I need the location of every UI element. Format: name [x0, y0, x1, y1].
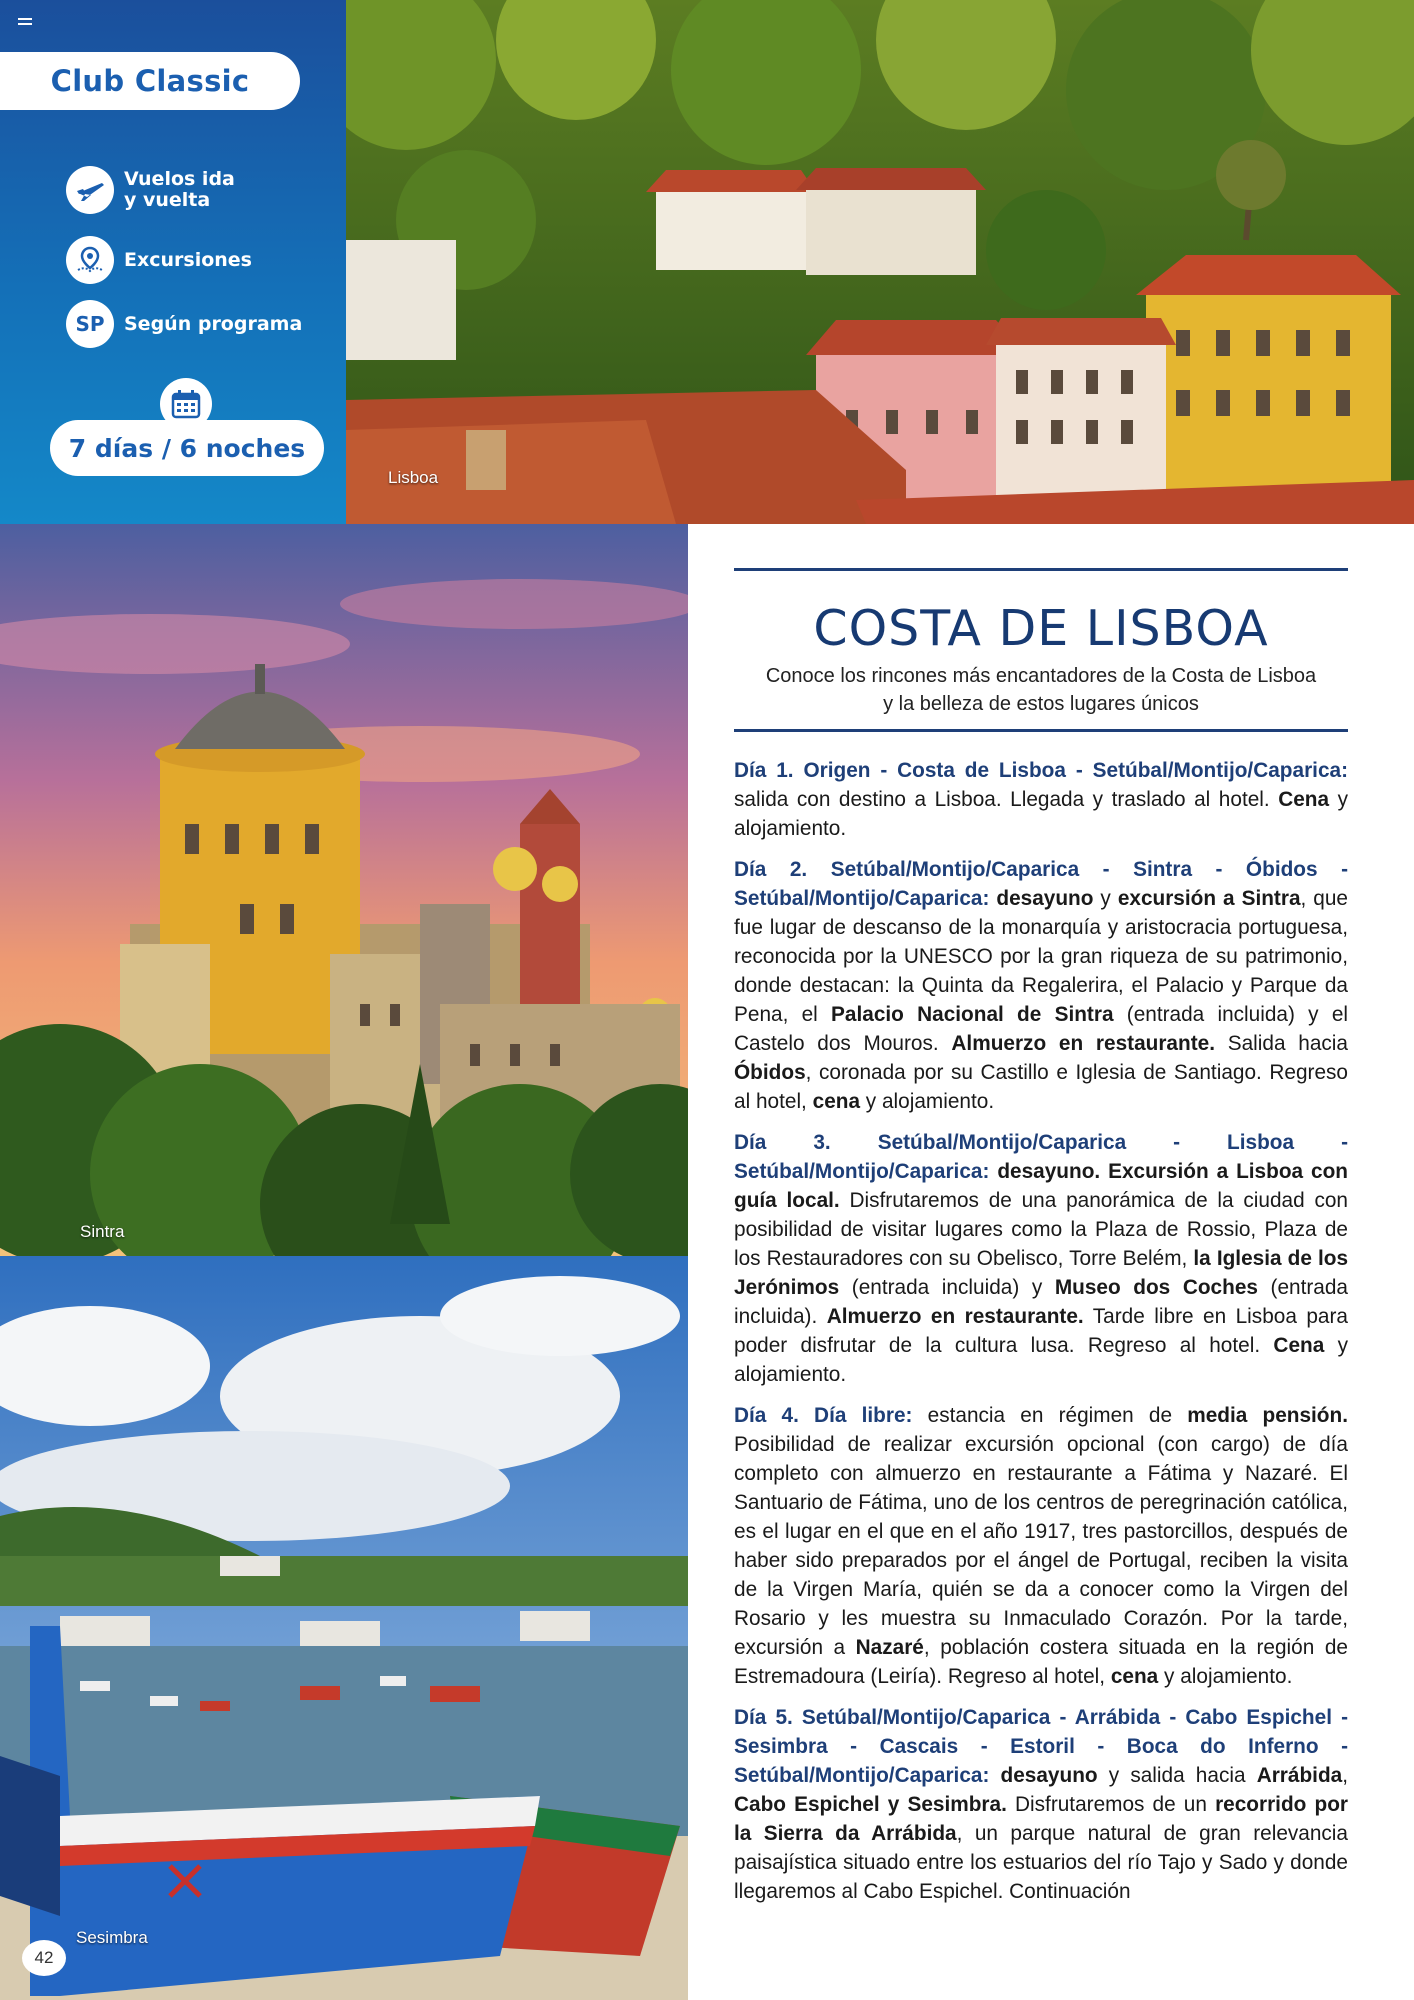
- highlight-text: Almuerzo en restaurante.: [951, 1032, 1215, 1055]
- trip-info-panel: [0, 0, 346, 524]
- highlight-text: Óbidos: [734, 1061, 806, 1084]
- page-subtitle: [734, 662, 1348, 718]
- body-text: ,: [1342, 1764, 1348, 1787]
- sesimbra-caption: Sesimbra: [76, 1928, 148, 1947]
- map-pin-icon: [66, 236, 114, 284]
- body-text: salida con destino a Lisboa. Llegada y traslado al hotel.: [734, 788, 1279, 811]
- body-text: [989, 1764, 1000, 1787]
- itinerary-day-5: [734, 1703, 1348, 1906]
- highlight-text: Cena: [1278, 788, 1330, 811]
- highlight-text: media pensión.: [1187, 1404, 1348, 1427]
- lisboa-photo: [346, 0, 1414, 524]
- title-rule-top: [734, 568, 1348, 571]
- day-heading: Día 2. Setúbal/Montijo/Caparica - Sintra - Óbidos - Setúbal/Montijo/Caparica:: [734, 858, 1348, 910]
- body-text: (entrada incluida) y el Castelo dos Mouros.: [734, 1003, 1349, 1055]
- body-text: , un parque natural de gran relevancia paisajística situado entre los estuarios del río Tajo y Sado y donde llegaremos al Cabo Espichel. Continuación: [734, 1822, 1348, 1903]
- page-title: COSTA DE LISBOA: [813, 600, 1269, 657]
- body-text: (entrada incluida) y: [839, 1276, 1055, 1299]
- body-text: y alojamiento.: [860, 1090, 995, 1113]
- highlight-text: Nazaré: [855, 1636, 924, 1659]
- highlight-text: Cabo Espichel y Sesimbra.: [734, 1793, 1007, 1816]
- highlight-text: Cena: [1273, 1334, 1325, 1357]
- itinerary: [734, 756, 1348, 1918]
- body-text: estancia en régimen de: [912, 1404, 1188, 1427]
- body-text: , coronada por su Castillo e Iglesia de Santiago. Regreso al hotel,: [734, 1061, 1348, 1113]
- day-heading: Día 3. Setúbal/Montijo/Caparica - Lisboa - Setúbal/Montijo/Caparica:: [734, 1131, 1348, 1183]
- sintra-caption: Sintra: [80, 1222, 125, 1241]
- body-text: y alojamiento.: [1158, 1665, 1293, 1688]
- feature-label: Vuelos ida: [124, 168, 235, 190]
- highlight-text: desayuno. Excursión a Lisboa con guía local.: [734, 1160, 1348, 1212]
- sintra-photo: [0, 524, 688, 1256]
- highlight-text: Museo dos Coches: [1054, 1276, 1258, 1299]
- itinerary-day-1: [734, 756, 1348, 843]
- highlight-text: Almuerzo en restaurante.: [826, 1305, 1084, 1328]
- body-text: , población costera situada en la región de Estremadoura (Leiría). Regreso al hotel,: [734, 1636, 1348, 1688]
- page-number: 42: [22, 1940, 66, 1976]
- day-heading: Día 5. Setúbal/Montijo/Caparica - Arrábida - Cabo Espichel - Sesimbra - Cascais - Estoril - Boca do Inferno - Setúbal/Montijo/Caparica:: [734, 1706, 1348, 1787]
- airplane-icon: [66, 166, 114, 214]
- feature-label: Excursiones: [124, 248, 252, 271]
- subtitle-line: Conoce los rincones más encantadores de la Costa de Lisboa: [765, 665, 1317, 687]
- highlight-text: Arrábida: [1256, 1764, 1343, 1787]
- highlight-text: desayuno: [1000, 1764, 1098, 1787]
- calendar-icon: [160, 378, 212, 430]
- day-heading: Día 4. Día libre:: [734, 1404, 913, 1427]
- highlight-text: cena: [1110, 1665, 1159, 1688]
- feature-program: [66, 300, 302, 348]
- body-text: Tarde libre en Lisboa para poder disfrutar de la cultura lusa. Regreso al hotel.: [734, 1305, 1348, 1357]
- body-text: y salida hacia: [1097, 1764, 1257, 1787]
- lisboa-caption: Lisboa: [388, 468, 439, 487]
- day-heading: Día 1. Origen - Costa de Lisboa - Setúbal/Montijo/Caparica:: [734, 759, 1348, 782]
- subtitle-line: y la belleza de estos lugares únicos: [883, 693, 1199, 715]
- brand-label: Club Classic: [50, 64, 250, 98]
- body-text: , que fue lugar de descanso de la monarquía y aristocracia portuguesa, reconocida por la UNESCO por la gran riqueza de su patrimonio, donde destacan: la Quinta da Regalerira, el Palacio y Parque da Pena, el: [734, 887, 1348, 1026]
- body-text: Salida hacia: [1214, 1032, 1348, 1055]
- feature-excursions: [66, 236, 252, 284]
- body-text: y alojamiento.: [734, 788, 1348, 840]
- highlight-text: Palacio Nacional de Sintra: [831, 1003, 1114, 1026]
- body-text: Disfrutaremos de una panorámica de la ciudad con posibilidad de visitar lugares como la Plaza de Rossio, Plaza de los Restauradores con su Obelisco, Torre Belém,: [734, 1189, 1348, 1270]
- brand-badge: [0, 52, 300, 110]
- sp-badge-icon: SP: [66, 300, 114, 348]
- menu-icon: [18, 18, 32, 30]
- itinerary-day-3: [734, 1128, 1348, 1389]
- highlight-text: cena: [812, 1090, 861, 1113]
- itinerary-day-2: [734, 855, 1348, 1116]
- highlight-text: excursión a Sintra: [1117, 887, 1301, 910]
- body-text: y: [1093, 887, 1118, 910]
- highlight-text: recorrido por la Sierra da Arrábida: [734, 1793, 1348, 1845]
- highlight-text: la Iglesia de los Jerónimos: [734, 1247, 1349, 1299]
- sesimbra-photo: [0, 1256, 688, 2000]
- body-text: Disfrutaremos de un: [1006, 1793, 1216, 1816]
- highlight-text: desayuno: [996, 887, 1094, 910]
- title-rule-bottom: [734, 729, 1348, 732]
- body-text: y alojamiento.: [734, 1334, 1348, 1386]
- feature-label: y vuelta: [124, 189, 211, 211]
- body-text: (entrada incluida).: [734, 1276, 1348, 1328]
- body-text: Posibilidad de realizar excursión opcional (con cargo) de día completo con almuerzo en restaurante a Fátima y Nazaré. El Santuario de Fátima, uno de los centros de peregrinación católica, es el lugar en el que en el año 1917, tres pastorcillos, después de haber sido preparados por el ángel de Portugal, reciben la visita de la Virgen María, quién se da a conocer como la Virgen del Rosario y les muestra su Inmaculado Corazón. Por la tarde, excursión a: [734, 1433, 1348, 1659]
- feature-flights: [66, 166, 235, 214]
- itinerary-day-4: [734, 1401, 1348, 1691]
- duration-label: 7 días / 6 noches: [68, 433, 306, 463]
- feature-label: Según programa: [124, 312, 303, 335]
